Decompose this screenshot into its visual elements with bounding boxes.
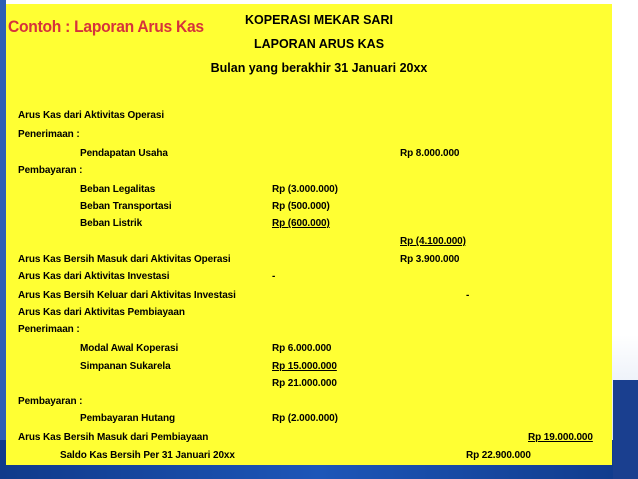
investing-heading: Arus Kas dari Aktivitas Investasi <box>18 271 170 282</box>
slide-title: Contoh : Laporan Arus Kas <box>8 17 204 36</box>
debt-payment-value: Rp (2.000.000) <box>272 413 338 424</box>
investing-heading-value: - <box>272 271 276 282</box>
debt-payment-label: Pembayaran Hutang <box>80 413 175 424</box>
financing-payments-label: Pembayaran : <box>18 396 83 407</box>
investing-net-value: - <box>466 290 470 301</box>
capital-value: Rp 6.000.000 <box>272 343 332 354</box>
savings-label: Simpanan Sukarela <box>80 361 171 372</box>
closing-balance-label: Saldo Kas Bersih Per 31 Januari 20xx <box>60 450 235 461</box>
revenue-label: Pendapatan Usaha <box>80 148 168 159</box>
financing-heading: Arus Kas dari Aktivitas Pembiayaan <box>18 307 185 318</box>
right-accent-block <box>613 380 638 479</box>
financing-net-value: Rp 19.000.000 <box>528 432 593 443</box>
transport-expense-value: Rp (500.000) <box>272 201 330 212</box>
electric-expense-label: Beban Listrik <box>80 218 143 229</box>
operating-receipts-label: Penerimaan : <box>18 129 80 140</box>
closing-balance-value: Rp 22.900.000 <box>466 450 531 461</box>
investing-net-label: Arus Kas Bersih Keluar dari Aktivitas Investasi <box>18 290 236 301</box>
report-period: Bulan yang berakhir 31 Januari 20xx <box>210 61 428 75</box>
legal-expense-value: Rp (3.000.000) <box>272 184 338 195</box>
operating-payments-total: Rp (4.100.000) <box>400 236 466 247</box>
operating-payments-label: Pembayaran : <box>18 165 83 176</box>
operating-net-label: Arus Kas Bersih Masuk dari Aktivitas Operasi <box>18 254 231 265</box>
operating-heading: Arus Kas dari Aktivitas Operasi <box>18 110 165 121</box>
transport-expense-label: Beban Transportasi <box>80 201 172 212</box>
org-name: KOPERASI MEKAR SARI <box>245 13 393 27</box>
capital-label: Modal Awal Koperasi <box>80 343 179 354</box>
financing-net-label: Arus Kas Bersih Masuk dari Pembiayaan <box>18 432 209 443</box>
report-title: LAPORAN ARUS KAS <box>253 37 385 51</box>
savings-value: Rp 15.000.000 <box>272 361 337 372</box>
financing-receipts-total: Rp 21.000.000 <box>272 378 337 389</box>
electric-expense-value: Rp (600.000) <box>272 218 330 229</box>
revenue-value: Rp 8.000.000 <box>400 148 460 159</box>
legal-expense-label: Beban Legalitas <box>80 184 156 195</box>
financing-receipts-label: Penerimaan : <box>18 324 80 335</box>
operating-net-value: Rp 3.900.000 <box>400 254 460 265</box>
